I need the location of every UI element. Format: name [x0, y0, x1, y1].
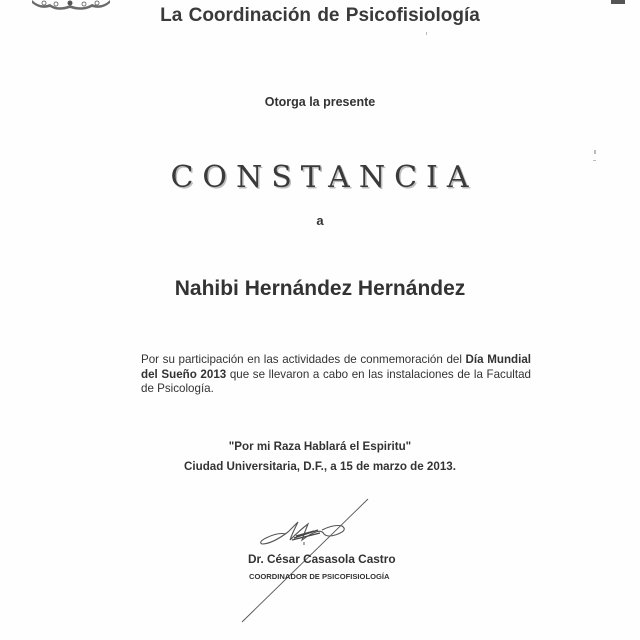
- body-text-part1: Por su participación en las actividades de conmemoración del: [141, 353, 466, 366]
- intro-line: Otorga la presente: [264, 95, 376, 109]
- signer-title: COORDINADOR DE PSICOFISIOLOGÍA: [249, 572, 390, 581]
- certificate-title: CONSTANCIA: [170, 160, 478, 195]
- signer-name: Dr. César Casasola Castro: [248, 552, 396, 566]
- issuer-heading: La Coordinación de Psicofisiología: [160, 5, 480, 26]
- body-text-part2: que se llevaron a cabo en las instalaciones de la Facultad de Psicología.: [141, 367, 531, 395]
- scan-speck: [594, 150, 596, 154]
- motto: "Por mi Raza Hablará el Espiritu": [228, 440, 412, 453]
- event-name: Día Mundial del Sueño 2013: [141, 353, 532, 381]
- scan-corner-mark: [611, 0, 625, 4]
- recipient-name: Nahibi Hernández Hernández: [174, 277, 466, 300]
- body-paragraph: [141, 353, 531, 397]
- scan-speck: [426, 32, 427, 35]
- preposition: a: [316, 213, 324, 228]
- place-and-date: Ciudad Universitaria, D.F., a 15 de marzo de 2013.: [184, 460, 456, 473]
